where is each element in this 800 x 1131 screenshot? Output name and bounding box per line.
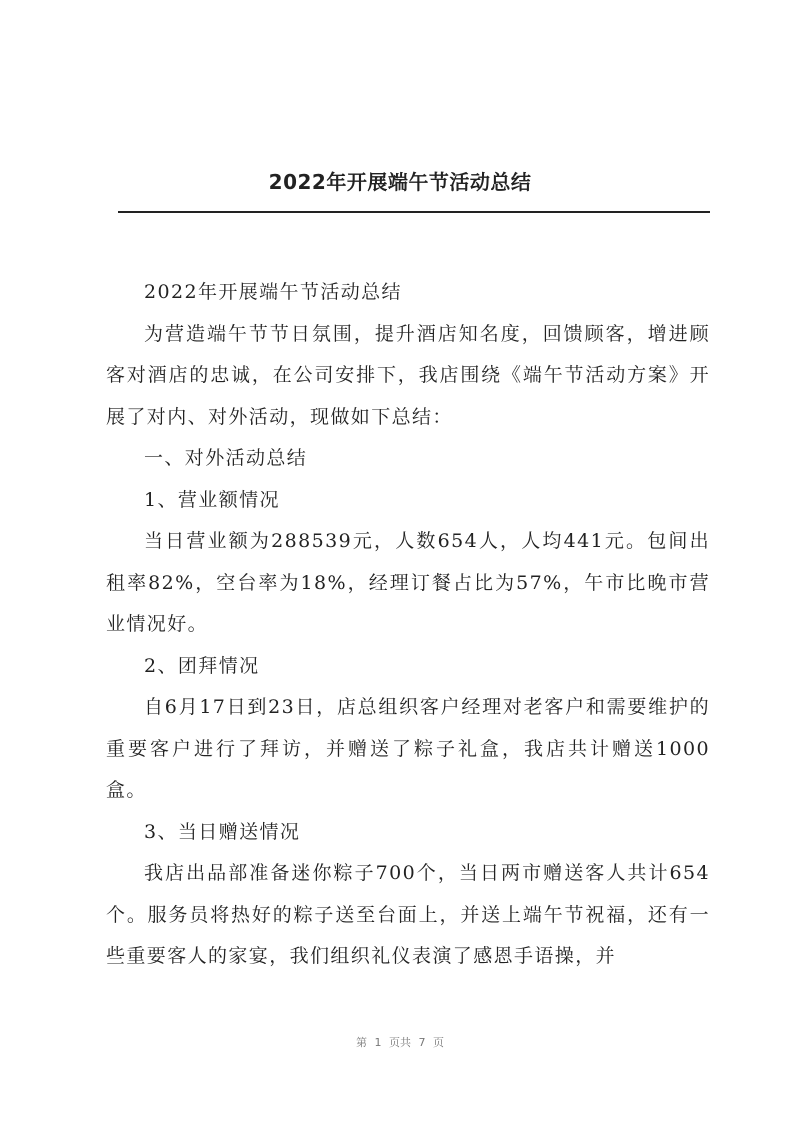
title-divider [118, 211, 710, 213]
document-body [106, 272, 710, 978]
subheading-revenue: 1、营业额情况 [144, 488, 280, 511]
paragraph-gifts: 我店出品部准备迷你粽子700个，当日两市赠送客人共计654个。服务员将热好的粽子送至台面上，并送上端午节祝福，还有一些重要客人的家宴，我们组织礼仪表演了感恩手语操，并 [106, 862, 710, 967]
subheading-gifts: 3、当日赠送情况 [144, 820, 301, 843]
paragraph-intro: 为营造端午节节日氛围，提升酒店知名度，回馈顾客，增进顾客对酒店的忠诚，在公司安排下，我店围绕《端午节活动方案》开展了对内、对外活动，现做如下总结： [106, 322, 710, 428]
paragraph-revenue: 当日营业额为288539元，人数654人，人均441元。包间出租率82%，空台率为18%，经理订餐占比为57%，午市比晚市营业情况好。 [106, 530, 710, 635]
paragraph-visits: 自6月17日到23日，店总组织客户经理对老客户和需要维护的重要客户进行了拜访，并赠送了粽子礼盒，我店共计赠送1000盒。 [106, 696, 710, 801]
page-number-footer: 第 1 页共 7 页 [356, 1036, 444, 1049]
document-title: 2022年开展端午节活动总结 [268, 170, 532, 194]
subheading-visits: 2、团拜情况 [144, 654, 260, 677]
paragraph-heading: 2022年开展端午节活动总结 [144, 281, 402, 303]
section-heading-external: 一、对外活动总结 [144, 447, 308, 469]
